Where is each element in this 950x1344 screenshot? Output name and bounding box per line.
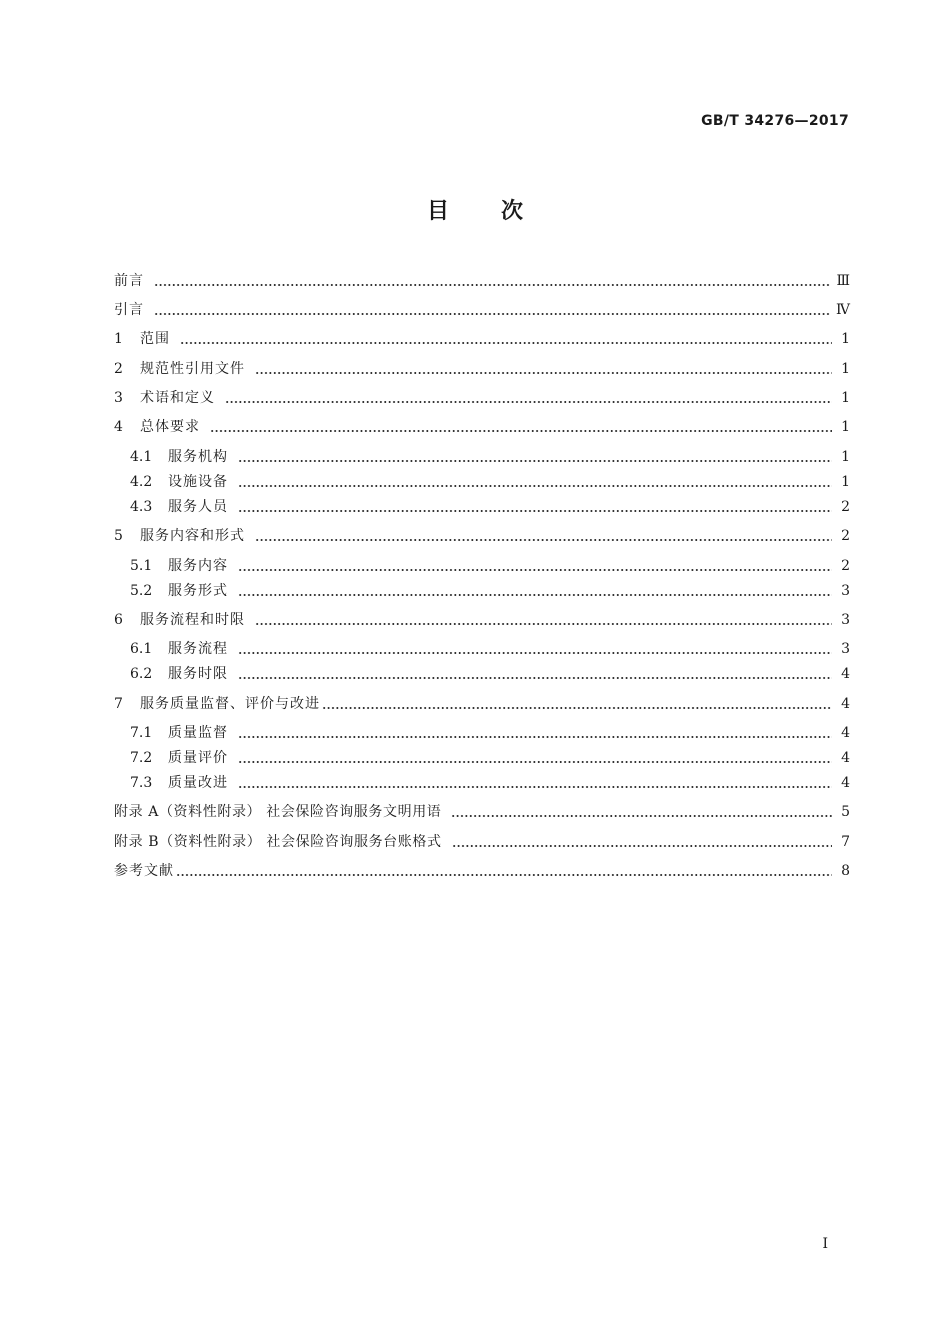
toc-entry-page: 4	[841, 775, 850, 791]
toc-entry-1[interactable]	[114, 329, 850, 349]
toc-entry-page: 1	[841, 361, 850, 377]
leader-dots	[238, 497, 832, 517]
toc-entry-page: 3	[841, 641, 850, 657]
toc-entry-6-1[interactable]	[114, 639, 850, 659]
toc-entry-3[interactable]	[114, 388, 850, 408]
toc-entry-page: 4	[841, 725, 850, 741]
toc-entry-label: 质量改进	[168, 775, 228, 791]
toc-entry-label: 服务内容	[168, 558, 228, 574]
toc-entry-7-2[interactable]	[114, 748, 850, 768]
leader-dots	[176, 861, 832, 881]
toc-entry-label: 附录 B（资料性附录） 社会保险咨询服务台账格式	[114, 834, 442, 850]
leader-dots	[255, 610, 832, 630]
toc-entry-number: 3	[114, 390, 123, 406]
toc-entry-number: 7.1	[130, 725, 153, 741]
page-number: I	[822, 1236, 828, 1252]
leader-dots	[452, 832, 832, 852]
leader-dots	[255, 526, 832, 546]
leader-dots	[180, 329, 832, 349]
leader-dots	[451, 802, 832, 822]
toc-entry-page: 4	[841, 696, 850, 712]
toc-entry-page: 8	[841, 863, 850, 879]
toc-entry-number: 4.2	[130, 474, 153, 490]
toc-entry-6[interactable]	[114, 610, 850, 630]
toc-entry-4-1[interactable]	[114, 447, 850, 467]
toc-entry-2[interactable]	[114, 359, 850, 379]
leader-dots	[210, 417, 832, 437]
toc-entry-number: 5	[114, 528, 123, 544]
leader-dots	[238, 581, 832, 601]
leader-dots	[238, 472, 832, 492]
toc-entry-number: 5.1	[130, 558, 153, 574]
toc-entry-label: 术语和定义	[140, 390, 215, 406]
toc-entry-7[interactable]	[114, 694, 850, 714]
toc-title-char: 目	[426, 199, 449, 224]
toc-entry-label: 附录 A（资料性附录） 社会保险咨询服务文明用语	[114, 804, 442, 820]
toc-entry-appendix-b[interactable]	[114, 832, 850, 852]
toc-entry-page: 2	[841, 499, 850, 515]
toc-entry-number: 7.3	[130, 775, 153, 791]
toc-entry-introduction[interactable]	[114, 300, 850, 320]
leader-dots	[238, 556, 832, 576]
leader-dots	[238, 723, 832, 743]
standard-number: GB/T 34276—2017	[701, 113, 849, 129]
leader-dots	[238, 773, 832, 793]
toc-entry-page: 2	[841, 558, 850, 574]
toc-entry-page: 7	[841, 834, 850, 850]
toc-entry-label: 引言	[114, 302, 144, 318]
toc-entry-number: 1	[114, 331, 123, 347]
toc-entry-appendix-a[interactable]	[114, 802, 850, 822]
toc-entry-label: 前言	[114, 273, 144, 289]
toc-entry-number: 6.1	[130, 641, 153, 657]
toc-entry-label: 服务时限	[168, 666, 228, 682]
toc-entry-5-2[interactable]	[114, 581, 850, 601]
toc-entry-preface[interactable]	[114, 271, 850, 291]
toc-entry-number: 6	[114, 612, 123, 628]
toc-entry-number: 4.3	[130, 499, 153, 515]
leader-dots	[225, 388, 832, 408]
toc-entry-page: Ⅳ	[836, 302, 850, 318]
leader-dots	[238, 639, 832, 659]
leader-dots	[238, 748, 832, 768]
toc-entry-page: 4	[841, 666, 850, 682]
toc-entry-5[interactable]	[114, 526, 850, 546]
toc-entry-label: 服务形式	[168, 583, 228, 599]
toc-entry-label: 设施设备	[168, 474, 228, 490]
toc-entry-4-3[interactable]	[114, 497, 850, 517]
toc-entry-page: 1	[841, 390, 850, 406]
toc-entry-7-1[interactable]	[114, 723, 850, 743]
toc-entry-4-2[interactable]	[114, 472, 850, 492]
toc-entry-number: 7.2	[130, 750, 153, 766]
toc-entry-page: 1	[841, 474, 850, 490]
toc-entry-number: 6.2	[130, 666, 153, 682]
toc-entry-label: 总体要求	[140, 419, 200, 435]
leader-dots	[322, 694, 832, 714]
leader-dots	[154, 300, 830, 320]
toc-entry-6-2[interactable]	[114, 664, 850, 684]
toc-entry-page: 3	[841, 612, 850, 628]
toc-entry-4[interactable]	[114, 417, 850, 437]
toc-entry-label: 质量监督	[168, 725, 228, 741]
toc-entry-number: 4	[114, 419, 123, 435]
toc-entry-page: 2	[841, 528, 850, 544]
toc-entry-page: 1	[841, 331, 850, 347]
toc-entry-5-1[interactable]	[114, 556, 850, 576]
leader-dots	[238, 664, 832, 684]
leader-dots	[238, 447, 832, 467]
toc-entry-label: 参考文献	[114, 863, 174, 879]
toc-entry-label: 范围	[140, 331, 170, 347]
toc-entry-label: 服务流程和时限	[140, 612, 245, 628]
toc-entry-label: 服务人员	[168, 499, 228, 515]
toc-entry-label: 服务流程	[168, 641, 228, 657]
toc-entry-label: 服务质量监督、评价与改进	[140, 696, 320, 712]
toc-entry-page: Ⅲ	[836, 273, 850, 289]
toc-entry-bibliography[interactable]	[114, 861, 850, 881]
toc-title-char: 次	[501, 199, 524, 224]
leader-dots	[154, 271, 830, 291]
toc-entry-page: 4	[841, 750, 850, 766]
toc-entry-number: 7	[114, 696, 123, 712]
toc-title	[0, 194, 950, 225]
toc-entry-page: 5	[841, 804, 850, 820]
toc-entry-page: 1	[841, 449, 850, 465]
toc-entry-page: 3	[841, 583, 850, 599]
toc-entry-page: 1	[841, 419, 850, 435]
toc-entry-label: 服务机构	[168, 449, 228, 465]
leader-dots	[255, 359, 832, 379]
toc-entry-label: 规范性引用文件	[140, 361, 245, 377]
toc-entry-label: 服务内容和形式	[140, 528, 245, 544]
toc-entry-number: 5.2	[130, 583, 153, 599]
toc-entry-label: 质量评价	[168, 750, 228, 766]
toc-entry-7-3[interactable]	[114, 773, 850, 793]
toc-entry-number: 2	[114, 361, 123, 377]
toc-entry-number: 4.1	[130, 449, 153, 465]
